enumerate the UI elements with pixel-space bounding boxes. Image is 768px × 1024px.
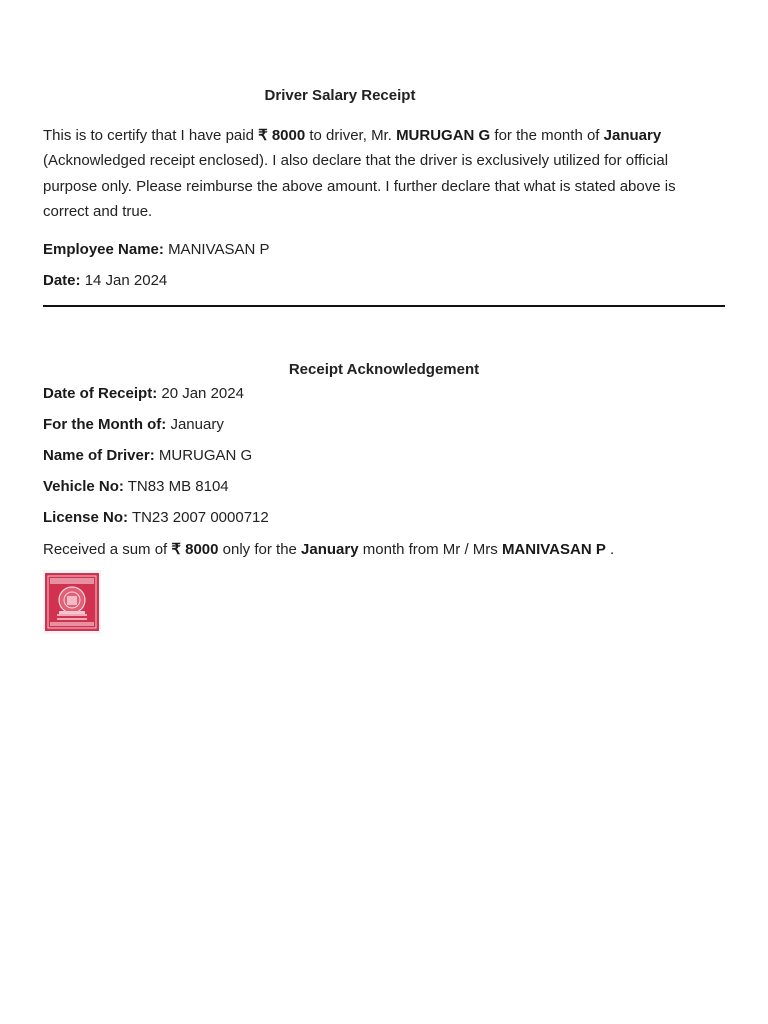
received-text-3: month from Mr / Mrs: [358, 541, 502, 558]
license-no-row: [43, 509, 269, 526]
para-driver: MURUGAN G: [396, 127, 491, 144]
received-text-1: Received a sum of: [43, 541, 172, 558]
received-text-4: .: [605, 541, 615, 558]
driver-name-label: Name of Driver:: [43, 447, 155, 464]
received-amount: 8000: [185, 541, 219, 558]
para-month: January: [603, 127, 662, 144]
license-no-label: License No:: [43, 509, 129, 526]
employee-name-value: MANIVASAN P: [168, 241, 270, 258]
section-divider: [43, 305, 725, 307]
revenue-stamp-icon: [43, 570, 101, 634]
received-name: MANIVASAN P: [501, 541, 606, 558]
received-month: January: [301, 541, 359, 558]
date-value: 14 Jan 2024: [84, 272, 168, 289]
date-of-receipt-label: Date of Receipt:: [43, 385, 158, 402]
para-text-2: to driver, Mr.: [305, 127, 397, 144]
ack-title: Receipt Acknowledgement: [288, 361, 480, 378]
para-text-4: (Acknowledged receipt enclosed). I also declare that the driver is exclusively utilized for official purpose only. Please reimburse the above amount. I further declare that what is stated above is correct and true.: [43, 152, 676, 220]
employee-name-row: [43, 241, 269, 258]
para-text-3: for the month of: [490, 127, 604, 144]
for-month-value: January: [170, 416, 224, 433]
license-no-value: TN23 2007 0000712: [131, 509, 269, 526]
vehicle-no-row: [43, 478, 229, 495]
employee-name-label: Employee Name:: [43, 241, 164, 258]
para-rupee: ₹: [258, 127, 268, 144]
date-label: Date:: [43, 272, 81, 289]
date-of-receipt-row: [43, 385, 244, 402]
certification-paragraph: [43, 123, 693, 224]
vehicle-no-label: Vehicle No:: [43, 478, 124, 495]
driver-name-value: MURUGAN G: [158, 447, 253, 464]
vehicle-no-value: TN83 MB 8104: [127, 478, 229, 495]
for-month-row: [43, 416, 224, 433]
date-row: [43, 272, 167, 289]
received-rupee: ₹: [171, 541, 181, 558]
received-statement: [43, 540, 614, 558]
date-of-receipt-value: 20 Jan 2024: [161, 385, 244, 402]
para-amount: 8000: [271, 127, 306, 144]
receipt-title: Driver Salary Receipt: [264, 87, 416, 104]
driver-name-row: [43, 447, 252, 464]
para-text-1: This is to certify that I have paid: [43, 127, 259, 144]
received-text-2: only for the: [218, 541, 302, 558]
for-month-label: For the Month of:: [43, 416, 167, 433]
